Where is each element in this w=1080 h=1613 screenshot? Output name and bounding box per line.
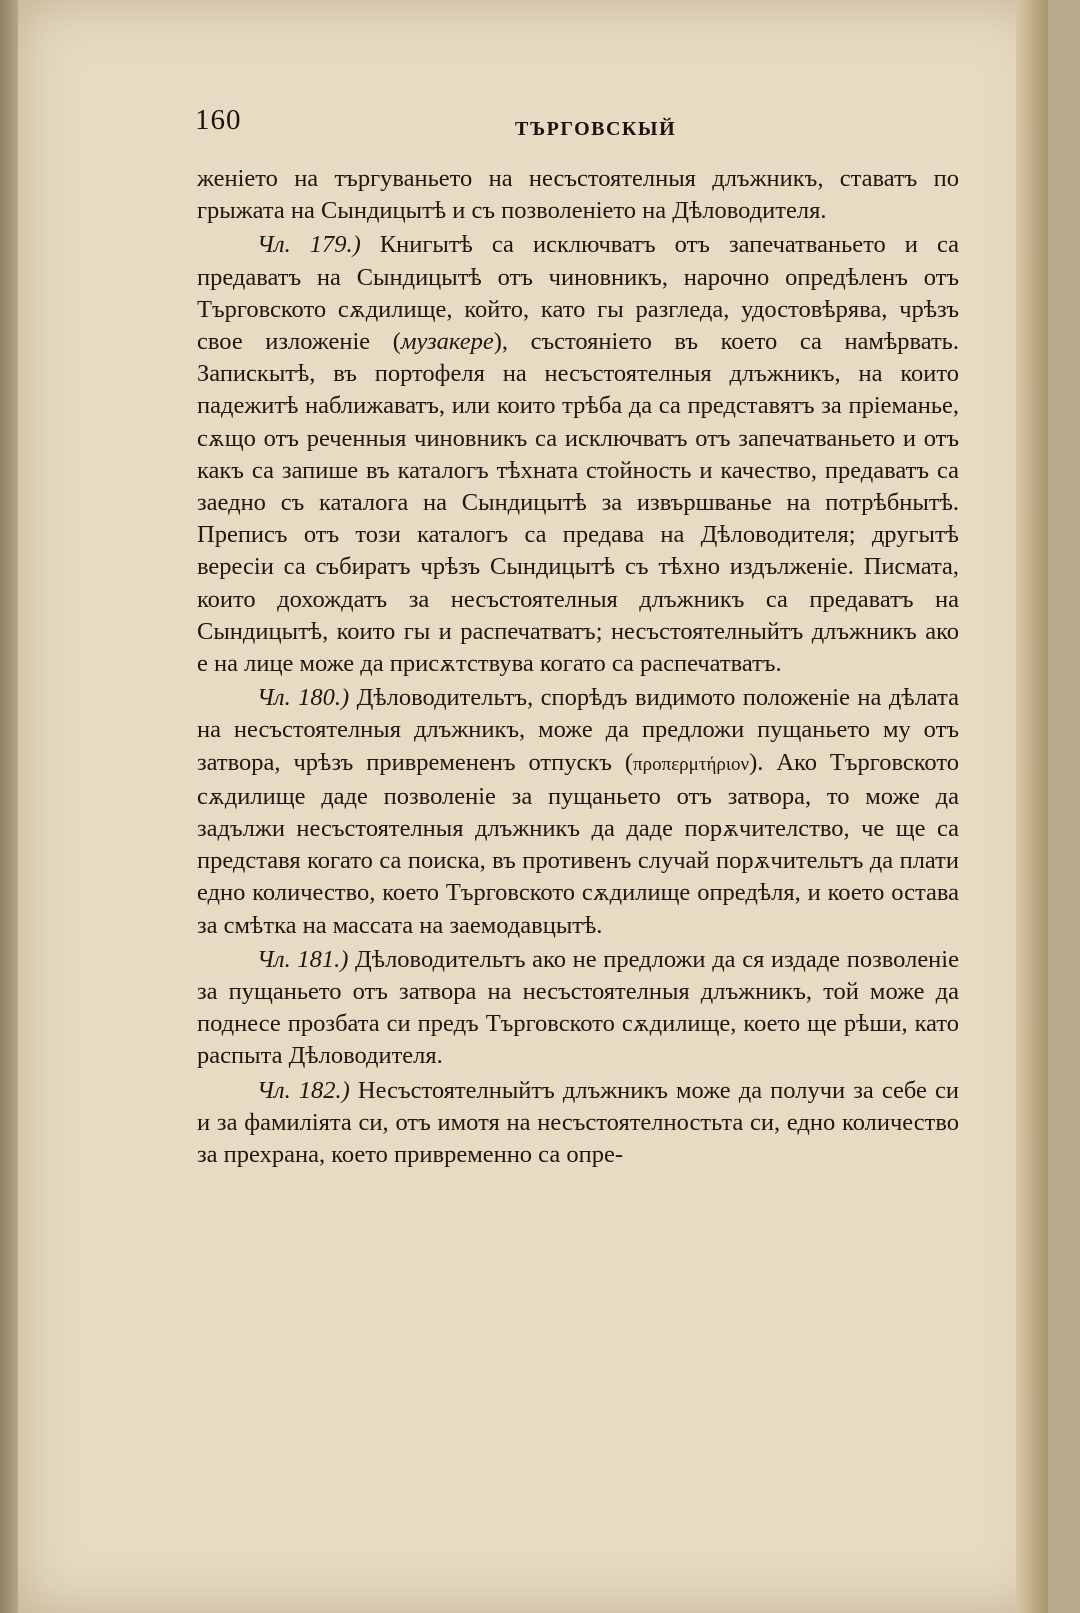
text-segment: Дѣловодительтъ ако не предложи да ся издаде позволеніе за пущаньето отъ затвора на несъстоятелныя длъжникъ, той може да поднесе прозбата си предъ Търговското сѫдилище, което ще рѣши, като распыта Дѣловодителя.	[197, 945, 959, 1070]
article-label: Чл. 180.)	[257, 684, 350, 712]
article-181	[197, 944, 959, 1073]
greek-term: προπερμτήριον	[633, 753, 750, 775]
text-segment: Книгытѣ са исключватъ отъ запечатваньето и са предаватъ на Сындицытѣ отъ чиновникъ, нарочно опредѣленъ отъ Търговското сѫдилище, който, като гы разгледа, удостовѣрява, чрѣзъ свое изложеніе (	[197, 231, 959, 356]
article-label: Чл. 182.)	[257, 1076, 350, 1104]
body-text	[197, 163, 959, 1171]
text-segment: ), състояніето въ което са намѣрвать. Запискытѣ, въ портофеля на несъстоятелныя длъжникъ, на които падежитѣ наближаватъ, или които трѣба да са представятъ за пріеманье, сѫщо отъ реченныя чиновникъ са исключватъ отъ запечатваньето и отъ какъ са запише въ каталогъ тѣхната стойность и качество, предаватъ са заедно съ каталога на Сындицытѣ за извършванье на потрѣбнытѣ. Преписъ отъ този каталогъ са предава на Дѣловодителя; другытѣ вересіи са събиратъ чрѣзъ Сындицытѣ съ тѣхно издълженіе. Писмата, които дохождатъ за несъстоятелныя длъжникъ са предаватъ на Сындицытѣ, които гы и распечатватъ; несъстоятелныйтъ длъжникъ ако е на лице може да присѫтствува когато са распечатватъ.	[197, 328, 959, 678]
page-header	[195, 104, 965, 144]
paragraph-continuation	[197, 163, 959, 227]
article-179	[197, 229, 959, 680]
article-182	[197, 1075, 959, 1172]
text-segment: женіето на търгуваньето на несъстоятелныя длъжникъ, ставатъ по грыжата на Сындицытѣ и съ позволеніето на Дѣловодителя.	[197, 165, 959, 225]
page-edge	[1016, 0, 1048, 1613]
article-label: Чл. 179.)	[257, 231, 361, 259]
binding-shadow	[0, 0, 18, 1613]
article-label: Чл. 181.)	[257, 945, 349, 973]
text-segment: Дѣловодительтъ, спорѣдъ видимото положеніе на дѣлата на несъстоятелныя длъжникъ, може да предложи пущаньето му отъ затвора, чрѣзъ привремененъ отпускъ (	[197, 684, 959, 776]
article-180	[197, 682, 959, 942]
text-segment: ). Ако Търговското сѫдилище даде позволеніе за пущаньето отъ затвора, то може да задължи несъстоятелныя длъжникъ да даде порѫчителство, че ще са представя когато са поиска, въ противенъ случай порѫчительтъ да плати едно количество, което Търговското сѫдилище опредѣля, и което остава за смѣтка на массата на заемодавцытѣ.	[197, 748, 959, 939]
text-segment: Несъстоятелныйтъ длъжникъ може да получи за себе си и за фамиліята си, отъ имотя на несъстоятелностьта си, едно количество за прехрана, което привременно са опре-	[197, 1076, 959, 1169]
running-head: ТЪРГОВСКЫЙ	[515, 118, 677, 140]
italic-term: музакере	[400, 328, 494, 356]
page-number: 160	[195, 104, 242, 136]
